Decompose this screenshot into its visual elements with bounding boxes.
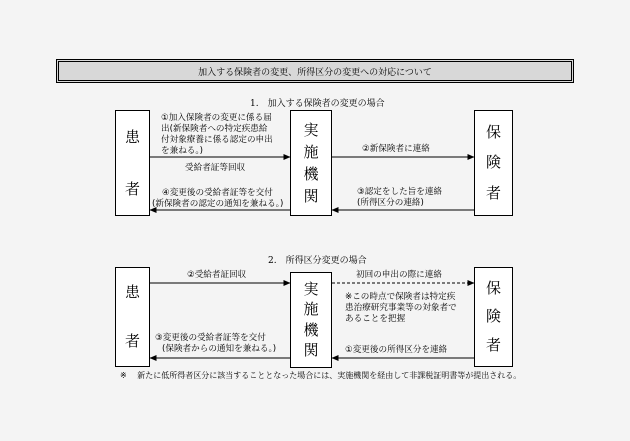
insurer-char: 保 xyxy=(485,278,501,297)
text-line: 出(新保険者への特定疾患給 xyxy=(161,124,268,134)
section1-heading: 1. 加入する保険者の変更の場合 xyxy=(250,99,385,109)
patient-char: 者 xyxy=(124,179,140,198)
footnote-text: 新たに低所得者区分に該当することとなった場合には、実施機関を経由して非課税証明書等が提出される。 xyxy=(137,371,522,380)
insurer-char: 者 xyxy=(485,336,501,355)
text-line: ④変更後の受給者証等を交付 xyxy=(162,188,273,198)
text-line: ③変更後の受給者証等を交付 xyxy=(155,333,266,343)
text-line: 付対象療養に係る認定の申出 xyxy=(161,135,273,145)
agency-char: 機 xyxy=(303,164,319,183)
agency-char: 機 xyxy=(303,320,319,339)
text-line: (保険者からの通知を兼ねる。) xyxy=(162,344,277,354)
section2-heading: 2. 所得区分変更の場合 xyxy=(268,256,367,266)
insurer-char: 険 xyxy=(485,307,501,326)
text-line: ③認定をした旨を連絡 xyxy=(357,187,443,197)
agency-char: 関 xyxy=(303,341,319,360)
section1-collect-text: 受給者証等回収 xyxy=(185,163,246,173)
patient-char: 患 xyxy=(124,127,140,146)
patient-char: 者 xyxy=(124,332,140,350)
text-line: ①加入保険者の変更に係る届 xyxy=(161,113,272,123)
section2-first-text: 初回の申出の際に連絡 xyxy=(356,270,442,280)
agency-char: 施 xyxy=(303,300,319,319)
agency-char: 実 xyxy=(303,279,319,298)
agency-char: 実 xyxy=(303,120,319,139)
agency-char: 関 xyxy=(303,186,319,205)
section1-step2-text: ②新保険者に連絡 xyxy=(362,144,430,154)
agency-char: 施 xyxy=(303,142,319,161)
patient-char: 患 xyxy=(124,283,140,301)
footnote-mark: ※ xyxy=(120,371,127,380)
text-line: (新保険者の認定の通知を兼ねる。) xyxy=(152,199,284,209)
text-line: ※この時点で保険者は特定疾 xyxy=(345,292,456,302)
banner-title: 加入する保険者の変更、所得区分の変更への対応について xyxy=(198,67,432,78)
section2-step1-text: ①変更後の所得区分を連絡 xyxy=(345,345,448,355)
insurer-char: 保 xyxy=(485,122,501,141)
text-line: (所得区分の連絡) xyxy=(357,198,424,208)
text-line: を兼ねる。) xyxy=(161,146,204,156)
text-line: 患治療研究事業等の対象者で xyxy=(345,303,457,313)
insurer-char: 険 xyxy=(485,153,501,172)
insurer-char: 者 xyxy=(485,184,501,203)
text-line: あることを把握 xyxy=(345,314,406,324)
section2-step2-text: ②受給者証回収 xyxy=(187,270,247,280)
